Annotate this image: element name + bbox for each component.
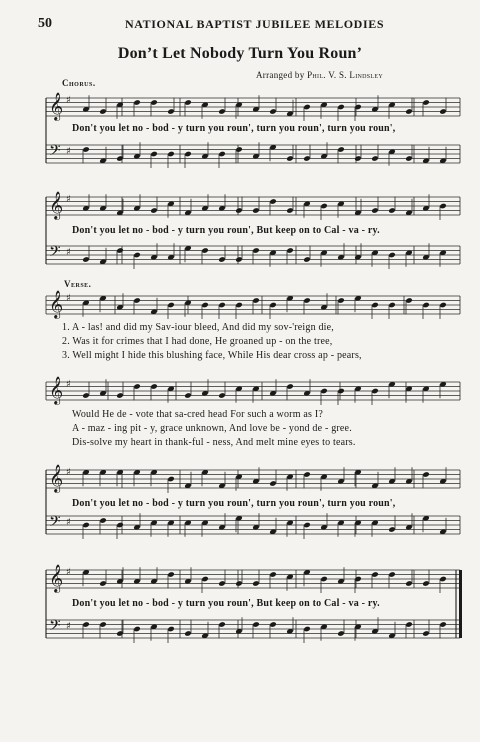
sharp-icon: ♯ xyxy=(66,95,71,106)
sharp-icon: ♯ xyxy=(66,194,71,205)
treble-clef-icon: 𝄞 xyxy=(49,376,64,404)
sharp-icon: ♯ xyxy=(66,379,71,390)
treble-clef-icon: 𝄞 xyxy=(49,464,64,492)
lyric-line-1: Don't you let no - bod - y turn you roun', turn you roun', turn you roun', xyxy=(72,123,396,134)
staff-bass-2 xyxy=(46,243,460,269)
staff-verse-1 xyxy=(46,290,460,319)
bass-clef-icon: 𝄢 xyxy=(49,142,61,163)
verse-line-1b: Would He de - vote that sa-cred head For such a worm as I? xyxy=(72,409,323,420)
staff-treble-6 xyxy=(46,564,460,593)
sharp-icon: ♯ xyxy=(66,621,71,632)
staff-bass-1 xyxy=(46,142,460,168)
chorus-label: Chorus. xyxy=(62,78,96,88)
staff-treble-5 xyxy=(46,464,460,493)
sharp-icon: ♯ xyxy=(66,467,71,478)
sharp-icon: ♯ xyxy=(66,146,71,157)
verse-line-2a: 2. Was it for crimes that I had done, He groaned up - on the tree, xyxy=(62,336,333,347)
bass-clef-icon: 𝄢 xyxy=(49,513,61,534)
bass-clef-icon: 𝄢 xyxy=(49,617,61,638)
sharp-icon: ♯ xyxy=(66,517,71,528)
verse-line-3b: Dis-solve my heart in thank-ful - ness, And melt mine eyes to tears. xyxy=(72,437,356,448)
staff-treble-2 xyxy=(46,191,460,220)
sharp-icon: ♯ xyxy=(66,247,71,258)
lyric-line-2: Don't you let no - bod - y turn you roun', But keep on to Cal - va - ry. xyxy=(72,225,380,236)
final-barline-thick xyxy=(459,570,462,638)
verse-line-3a: 3. Well might I hide this blushing face, While His dear cross ap - pears, xyxy=(62,350,362,361)
sharp-icon: ♯ xyxy=(66,567,71,578)
verse-label: Verse. xyxy=(64,279,92,289)
staff-verse-2 xyxy=(46,376,460,405)
treble-clef-icon: 𝄞 xyxy=(49,92,64,120)
arranged-by-label: Arranged by xyxy=(256,70,305,80)
bass-clef-icon: 𝄢 xyxy=(49,243,61,264)
verse-line-1a: 1. A - las! and did my Sav-iour bleed, And did my sov-'reign die, xyxy=(62,322,334,333)
staff-bass-5 xyxy=(46,513,460,539)
song-title: Don’t Let Nobody Turn You Roun’ xyxy=(117,45,363,62)
arranger-name: Phil. V. S. Lindsley xyxy=(307,70,383,80)
lyric-line-5: Don't you let no - bod - y turn you roun', turn you roun', turn you roun', xyxy=(72,498,396,509)
treble-clef-icon: 𝄞 xyxy=(49,191,64,219)
verse-line-2b: A - maz - ing pit - y, grace unknown, And love be - yond de - gree. xyxy=(72,423,352,434)
treble-clef-icon: 𝄞 xyxy=(49,564,64,592)
running-head: NATIONAL BAPTIST JUBILEE MELODIES xyxy=(125,17,385,31)
treble-clef-icon: 𝄞 xyxy=(49,290,64,318)
page-number: 50 xyxy=(38,16,52,31)
staff-treble-1 xyxy=(46,92,460,121)
lyric-line-6: Don't you let no - bod - y turn you roun', But keep on to Cal - va - ry. xyxy=(72,598,380,609)
sharp-icon: ♯ xyxy=(66,293,71,304)
staff-bass-6 xyxy=(46,617,460,643)
